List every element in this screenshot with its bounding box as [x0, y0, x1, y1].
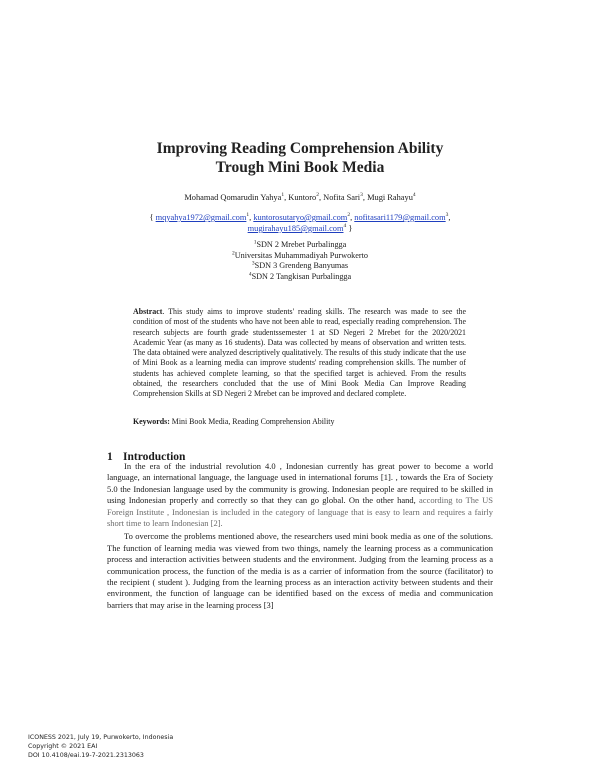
affiliation — [0, 240, 600, 251]
affiliation — [0, 251, 600, 262]
title-line-2: Trough Mini Book Media — [215, 159, 385, 176]
paper-title — [0, 139, 600, 177]
footer-conference: ICONESS 2021, July 19, Purwokerto, Indonesia — [28, 734, 174, 741]
keywords-text: Mini Book Media, Reading Comprehension Ability — [169, 417, 335, 426]
email-sup: 4 — [343, 223, 347, 230]
email-brace-close: } — [346, 224, 353, 233]
affiliation-text: SDN 2 Mrebet Purbalingga — [256, 240, 347, 249]
email-sup: 2 — [347, 212, 351, 219]
email-link[interactable]: mugirahayu185@gmail.com — [247, 224, 344, 233]
email-link[interactable]: mqyahya1972@gmail.com — [155, 213, 247, 222]
author-separator: , — [284, 193, 289, 202]
author-name: Nofita Sari — [323, 193, 361, 202]
abstract — [133, 307, 466, 399]
section-body — [107, 461, 493, 611]
keywords — [133, 417, 466, 427]
affiliation-text: SDN 3 Grendeng Banyumas — [254, 261, 349, 271]
paragraph — [107, 461, 493, 529]
affiliation-text: Universitas Muhammadiyah Purwokerto — [234, 250, 368, 260]
author-sup: 1 — [281, 192, 285, 199]
footer-doi: DOI 10.4108/eai.19-7-2021.2313063 — [28, 752, 144, 759]
email-separator: , — [249, 213, 254, 222]
paragraph-text: In the era of the industrial revolution 4.0 , Indonesian currently has great power to become a world language, an international language, the language used in international forums [1]. , towards the Era of Society 5.0 the Indonesian language used by the community is growing. Indonesian people are required to be skilled in using Indonesian properly and correctly so that they can go global. On the other hand, — [107, 461, 493, 506]
affiliation-sup: 1 — [253, 239, 257, 246]
footer-copyright: Copyright © 2021 EAI — [28, 743, 98, 750]
section-title: Introduction — [123, 451, 186, 463]
affiliation-list — [0, 240, 600, 282]
author-separator: , — [318, 193, 324, 202]
affiliation-sup: 3 — [251, 260, 255, 267]
abstract-label: Abstract — [133, 307, 163, 316]
affiliation-text: SDN 2 Tangkisan Purbalingga — [251, 271, 352, 281]
email-link[interactable]: kuntorosutaryo@gmail.com — [253, 213, 348, 222]
email-brace-open: { — [149, 213, 156, 222]
paragraph: To overcome the problems mentioned above, the researchers used mini book media as one of the solutions. The function of learning media was viewed from two things, namely the learning process as a communication process and interaction activities between students and the environment. Judging from the learning process as a communication process, the function of the media is as a carrier of information from the source (facilitator) to the recipient ( student ). Judging from the learning process as an interaction activity between students and their environment, the function of language can be identified based on the excess of media and communication barriers that may arise in the learning process [3] — [107, 531, 493, 610]
affiliation-sup: 2 — [231, 249, 235, 256]
email-list — [100, 212, 500, 234]
author-sup: 2 — [316, 192, 319, 199]
paragraph-text-gray: according to The US Foreign Institute , Indonesian is included in the category of language that is easy to learn and requires a fairly short time to learn Indonesian [2]. — [107, 495, 493, 529]
author-sup: 3 — [360, 192, 363, 199]
author-name: Kuntoro — [288, 193, 317, 202]
affiliation — [0, 272, 600, 283]
author-separator: , — [362, 193, 368, 202]
keywords-label: Keywords: — [133, 417, 170, 426]
email-separator: , — [350, 213, 355, 222]
affiliation-sup: 4 — [248, 271, 252, 278]
email-link[interactable]: nofitasari1179@gmail.com — [354, 213, 446, 222]
email-separator: , — [448, 213, 451, 222]
abstract-text: . This study aims to improve students' reading skills. The research was made to see the condition of most of the students who have not been able to read, especially reading comprehension. The research subjects are fourth grade studentssemester 1 at SD Negeri 2 Mrebet for the 2020/2021 Academic Year (as many as 16 students). Data was collected by means of observation and written tests. The data obtained were analyzed descriptively qualitatively. The results of this study indicate that the use of Mini Book as a learning media can improve students' reading comprehension skills. The number of students has achieved complete learning, so that the specified target is achieved. From the results obtained, the researchers concluded that the use of Mini Book Media Can Improve Reading Comprehension Skills at SD Negeri 2 Mrebet can be improved and declared complete. — [133, 307, 466, 398]
page-footer — [28, 733, 173, 760]
affiliation — [0, 261, 600, 272]
email-sup: 1 — [246, 212, 250, 219]
author-name: Mohamad Qomarudin Yahya — [184, 193, 282, 202]
author-list — [0, 192, 600, 203]
title-line-1: Improving Reading Comprehension Ability — [156, 140, 444, 157]
author-sup: 4 — [412, 192, 416, 199]
email-sup: 3 — [445, 212, 449, 219]
author-name: Mugi Rahayu — [367, 193, 413, 202]
section-number: 1 — [107, 451, 113, 463]
